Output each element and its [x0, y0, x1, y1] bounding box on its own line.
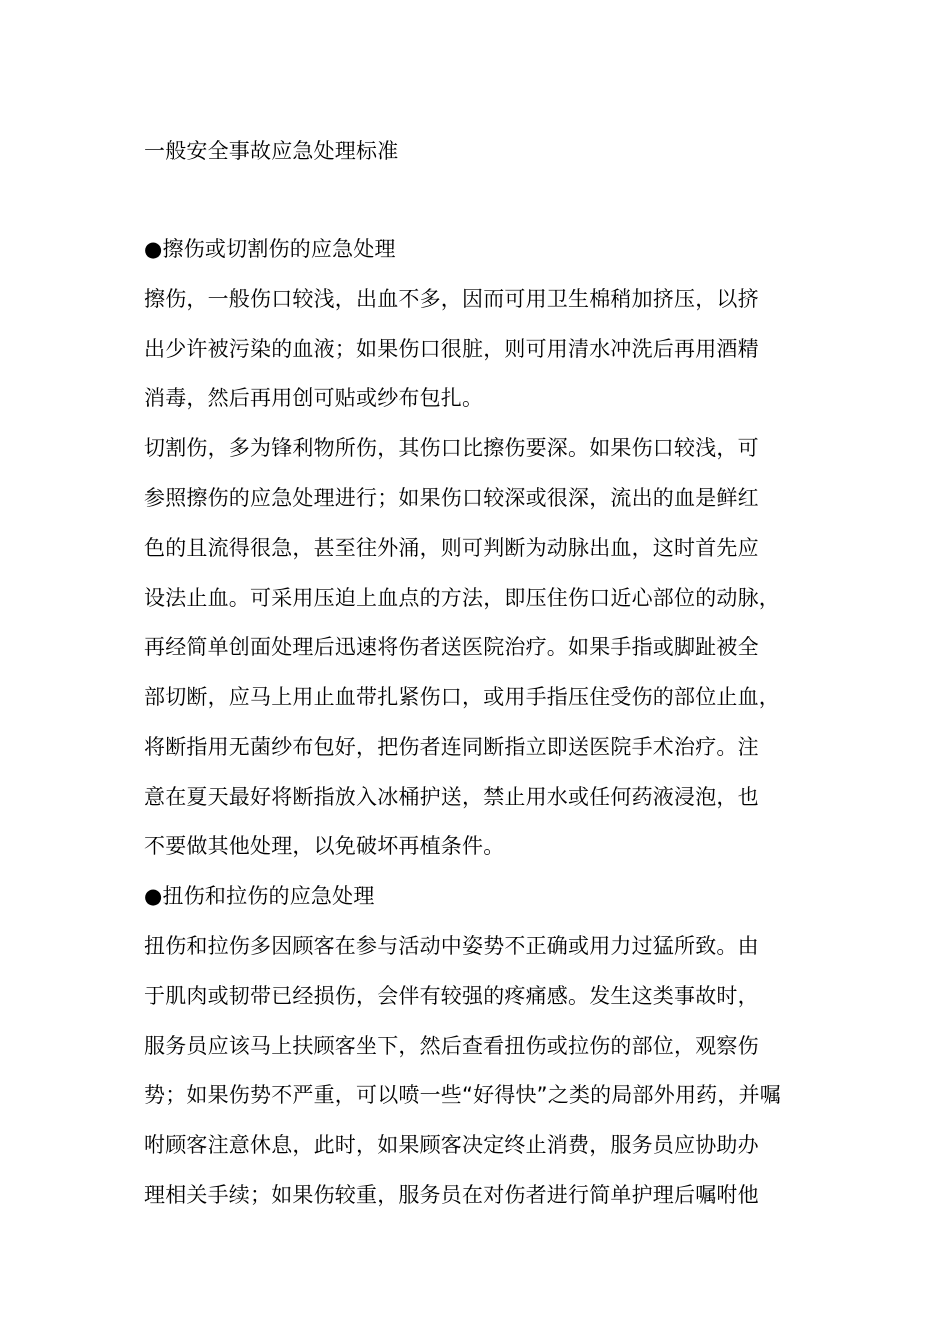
paragraph-line: 服务员应该马上扶顾客坐下，然后查看扭伤或拉伤的部位，观察伤 — [144, 1034, 759, 1058]
paragraph-line: 势；如果伤势不严重，可以喷一些“好得快”之类的局部外用药，并嘱 — [144, 1083, 781, 1107]
paragraph-line: 于肌肉或韧带已经损伤，会伴有较强的疼痛感。发生这类事故时， — [144, 984, 759, 1008]
paragraph-line: 切割伤，多为锋利物所伤，其伤口比擦伤要深。如果伤口较浅，可 — [144, 436, 759, 460]
paragraph-line: 出少许被污染的血液；如果伤口很脏，则可用清水冲洗后再用酒精 — [144, 337, 759, 361]
document-title: 一般安全事故应急处理标准 — [144, 139, 399, 163]
section-heading-sprain-strain: ●扭伤和拉伤的应急处理 — [144, 884, 375, 908]
paragraph-line: 意在夏天最好将断指放入冰桶护送，禁止用水或任何药液浸泡，也 — [144, 785, 759, 809]
paragraph-line: 咐顾客注意休息，此时，如果顾客决定终止消费，服务员应协助办 — [144, 1133, 759, 1157]
paragraph-line: 色的且流得很急，甚至往外涌，则可判断为动脉出血，这时首先应 — [144, 536, 759, 560]
section-heading-abrasion-cut: ●擦伤或切割伤的应急处理 — [144, 237, 396, 261]
paragraph-line: 擦伤，一般伤口较浅，出血不多，因而可用卫生棉稍加挤压，以挤 — [144, 287, 759, 311]
paragraph-line: 扭伤和拉伤多因顾客在参与活动中姿势不正确或用力过猛所致。由 — [144, 934, 759, 958]
paragraph-line: 不要做其他处理，以免破坏再植条件。 — [144, 834, 505, 858]
paragraph-line: 部切断，应马上用止血带扎紧伤口，或用手指压住受伤的部位止血， — [144, 685, 780, 709]
paragraph-line: 消毒，然后再用创可贴或纱布包扎。 — [144, 386, 484, 410]
paragraph-line: 将断指用无菌纱布包好，把伤者连同断指立即送医院手术治疗。注 — [144, 735, 759, 759]
paragraph-line: 设法止血。可采用压迫上血点的方法，即压住伤口近心部位的动脉， — [144, 586, 780, 610]
paragraph-line: 参照擦伤的应急处理进行；如果伤口较深或很深，流出的血是鲜红 — [144, 486, 759, 510]
paragraph-line: 再经简单创面处理后迅速将伤者送医院治疗。如果手指或脚趾被全 — [144, 635, 759, 659]
paragraph-line: 理相关手续；如果伤较重，服务员在对伤者进行简单护理后嘱咐他 — [144, 1183, 759, 1207]
